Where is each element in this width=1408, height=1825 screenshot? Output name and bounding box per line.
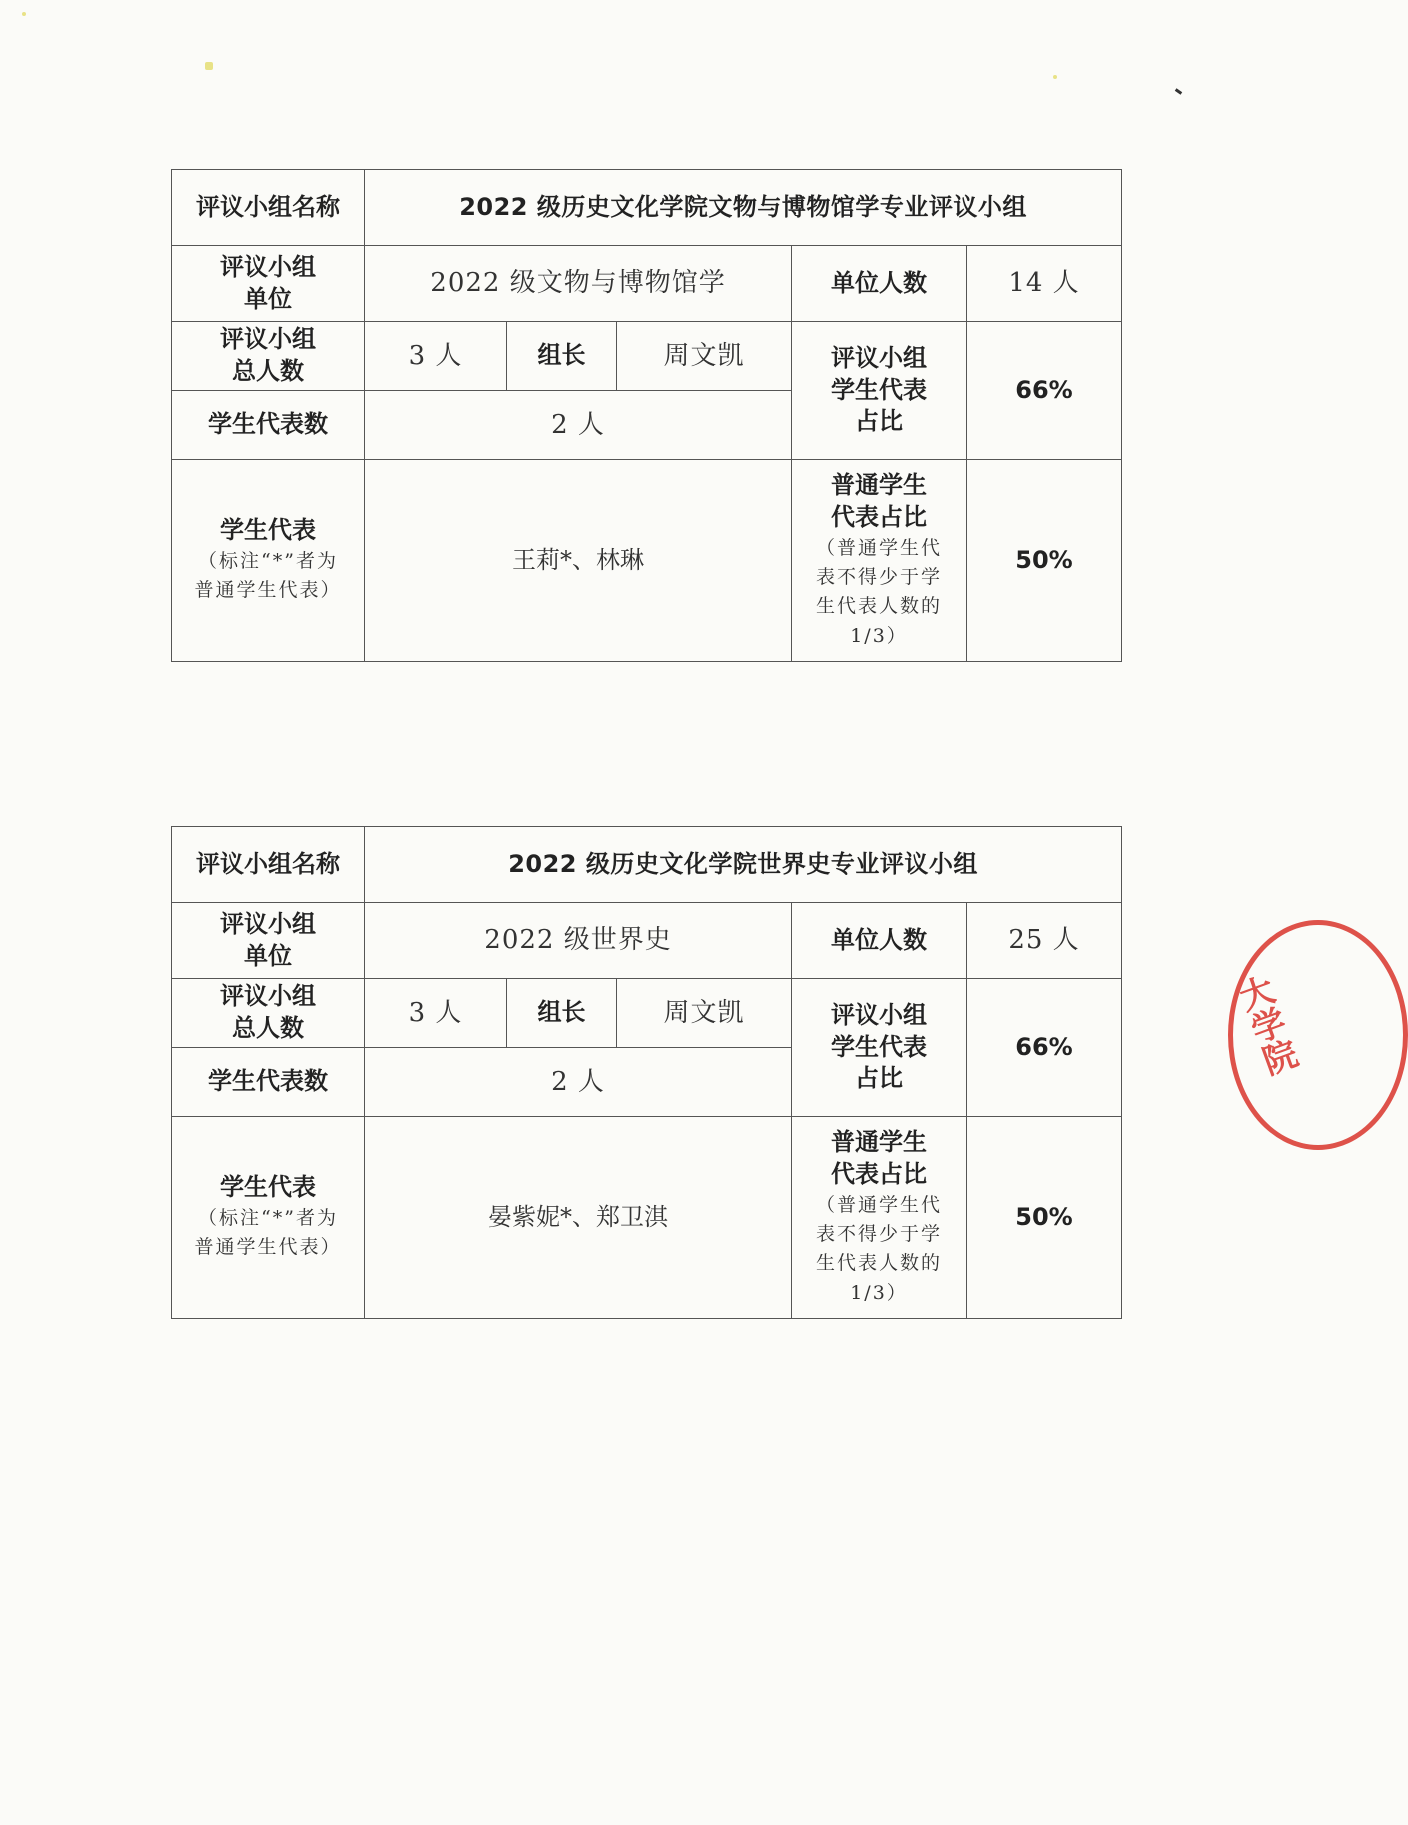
reps-row [172,460,1122,662]
paper-speck [205,62,213,70]
ordinary-ratio-label: 普通学生 代表占比 （普通学生代 表不得少于学 生代表人数的 1/3） [792,460,967,662]
total-row [172,322,1122,391]
unit-label: 评议小组 单位 [172,246,365,322]
group-name-label: 评议小组名称 [172,827,365,903]
unit-value: 2022 级世界史 [365,903,792,979]
reps-value: 王莉*、林琳 [365,460,792,662]
leader-value: 周文凯 [617,322,792,391]
reps-label: 学生代表 （标注“*”者为 普通学生代表） [172,1117,365,1319]
rep-count-value: 2 人 [365,1048,792,1117]
group-name-label: 评议小组名称 [172,170,365,246]
reps-label: 学生代表 （标注“*”者为 普通学生代表） [172,460,365,662]
ordinary-ratio-value: 50% [967,1117,1122,1319]
rep-count-value: 2 人 [365,391,792,460]
group-name-value: 2022 级历史文化学院文物与博物馆学专业评议小组 [365,170,1122,246]
leader-value: 周文凯 [617,979,792,1048]
review-group-table-2 [171,826,1122,1319]
unit-label: 评议小组 单位 [172,903,365,979]
total-label: 评议小组 总人数 [172,979,365,1048]
ordinary-ratio-label: 普通学生 代表占比 （普通学生代 表不得少于学 生代表人数的 1/3） [792,1117,967,1319]
student-ratio-value: 66% [967,322,1122,460]
official-seal-text: 大学院 [1228,971,1302,1081]
reps-value: 晏紫妮*、郑卫淇 [365,1117,792,1319]
student-ratio-value: 66% [967,979,1122,1117]
group-name-row [172,170,1122,246]
review-group-table-1 [171,169,1122,662]
paper-speck [1053,75,1057,79]
group-name-value: 2022 级历史文化学院世界史专业评议小组 [365,827,1122,903]
group-name-row [172,827,1122,903]
unit-count-label: 单位人数 [792,903,967,979]
leader-label: 组长 [507,979,617,1048]
total-label: 评议小组 总人数 [172,322,365,391]
student-ratio-label: 评议小组 学生代表 占比 [792,322,967,460]
student-ratio-label: 评议小组 学生代表 占比 [792,979,967,1117]
leader-label: 组长 [507,322,617,391]
rep-count-label: 学生代表数 [172,1048,365,1117]
unit-count-value: 25 人 [967,903,1122,979]
unit-row [172,903,1122,979]
unit-row [172,246,1122,322]
total-value: 3 人 [365,322,507,391]
reps-row [172,1117,1122,1319]
paper-speck [22,12,26,16]
unit-count-label: 单位人数 [792,246,967,322]
total-row [172,979,1122,1048]
ordinary-ratio-value: 50% [967,460,1122,662]
unit-count-value: 14 人 [967,246,1122,322]
total-value: 3 人 [365,979,507,1048]
unit-value: 2022 级文物与博物馆学 [365,246,792,322]
rep-count-label: 学生代表数 [172,391,365,460]
scan-mark [1175,88,1182,94]
